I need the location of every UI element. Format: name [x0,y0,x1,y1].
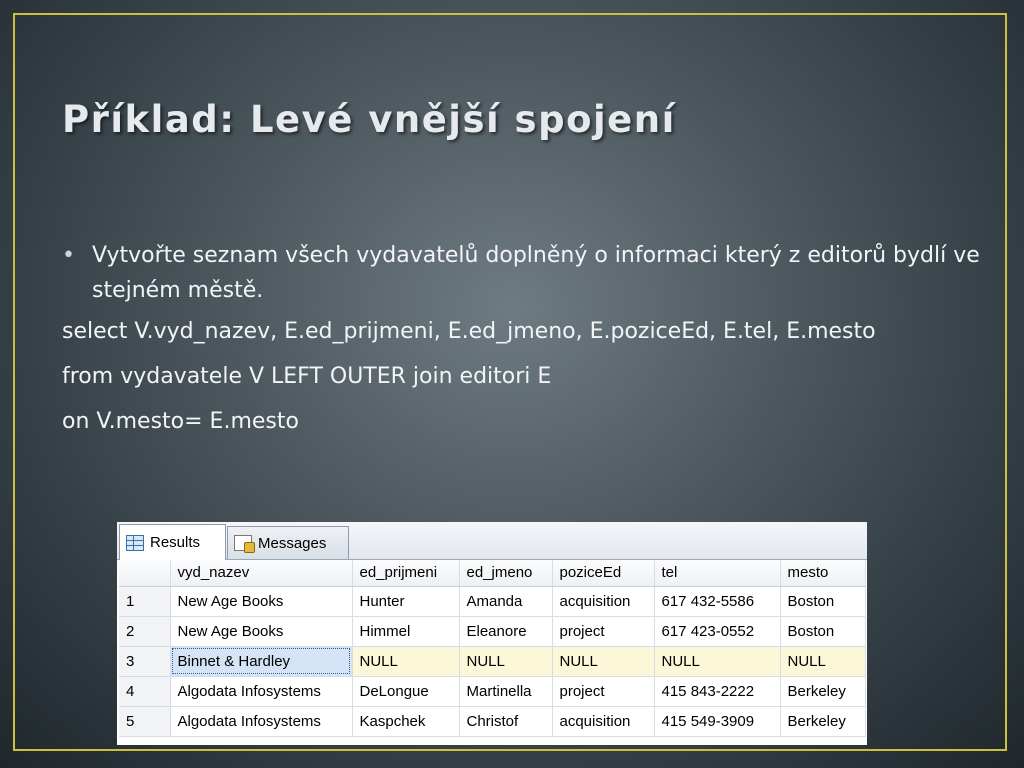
table-row-selected[interactable] [119,646,865,676]
bullet-text: Vytvořte seznam všech vydavatelů doplněný o informaci který z editorů bydlí ve stejném městě. [92,243,980,303]
column-header[interactable]: tel [654,560,780,586]
grid-cell[interactable]: NULL [780,646,865,676]
row-number[interactable]: 1 [119,586,170,616]
grid-header-row [119,560,865,586]
grid-cell[interactable]: New Age Books [170,586,352,616]
grid-cell[interactable]: Christof [459,706,552,736]
row-number[interactable]: 5 [119,706,170,736]
table-row[interactable] [119,616,865,646]
grid-cell[interactable]: NULL [552,646,654,676]
table-row[interactable] [119,586,865,616]
grid-cell[interactable]: 617 432-5586 [654,586,780,616]
grid-cell[interactable]: Berkeley [780,706,865,736]
grid-cell[interactable]: project [552,676,654,706]
grid-icon [126,535,144,551]
column-header[interactable]: vyd_nazev [170,560,352,586]
grid-cell[interactable]: Himmel [352,616,459,646]
sql-line-on: on V.mesto= E.mesto [62,409,299,434]
query-results-pane [117,522,867,745]
slide-title: Příklad: Levé vnější spojení [62,98,676,141]
row-number[interactable]: 3 [119,646,170,676]
grid-cell[interactable]: acquisition [552,586,654,616]
tab-messages-label: Messages [258,534,327,552]
row-header-corner[interactable] [119,560,170,586]
grid-cell[interactable]: Boston [780,586,865,616]
grid-cell[interactable]: 415 843-2222 [654,676,780,706]
grid-cell[interactable]: DeLongue [352,676,459,706]
grid-cell[interactable]: Boston [780,616,865,646]
grid-cell[interactable]: project [552,616,654,646]
grid-cell[interactable]: Algodata Infosystems [170,706,352,736]
grid-cell[interactable]: Amanda [459,586,552,616]
column-header[interactable]: poziceEd [552,560,654,586]
grid-cell[interactable]: Kaspchek [352,706,459,736]
grid-cell[interactable]: Eleanore [459,616,552,646]
slide-content [62,238,982,449]
results-tabbar [117,522,867,560]
sql-line-select: select V.vyd_nazev, E.ed_prijmeni, E.ed_jmeno, E.poziceEd, E.tel, E.mesto [62,319,876,344]
column-header[interactable]: mesto [780,560,865,586]
table-row[interactable] [119,676,865,706]
row-number[interactable]: 2 [119,616,170,646]
grid-cell[interactable]: Algodata Infosystems [170,676,352,706]
grid-cell-selected[interactable]: Binnet & Hardley [170,646,352,676]
sql-line-from: from vydavatele V LEFT OUTER join editori E [62,364,552,389]
table-row[interactable] [119,706,865,736]
grid-cell[interactable]: NULL [459,646,552,676]
tab-results[interactable] [119,524,226,560]
grid-cell[interactable]: acquisition [552,706,654,736]
grid-cell[interactable]: NULL [654,646,780,676]
grid-cell[interactable]: 415 549-3909 [654,706,780,736]
tab-results-label: Results [150,534,201,551]
bullet-item [62,238,982,308]
row-number[interactable]: 4 [119,676,170,706]
tab-messages[interactable] [227,526,349,559]
grid-cell[interactable]: Martinella [459,676,552,706]
grid-cell[interactable]: 617 423-0552 [654,616,780,646]
grid-cell[interactable]: Hunter [352,586,459,616]
grid-cell[interactable]: NULL [352,646,459,676]
grid-cell[interactable]: Berkeley [780,676,865,706]
bullet-dot-icon: • [62,243,75,268]
results-grid [119,560,866,737]
column-header[interactable]: ed_jmeno [459,560,552,586]
messages-icon [234,535,252,551]
column-header[interactable]: ed_prijmeni [352,560,459,586]
grid-cell[interactable]: New Age Books [170,616,352,646]
